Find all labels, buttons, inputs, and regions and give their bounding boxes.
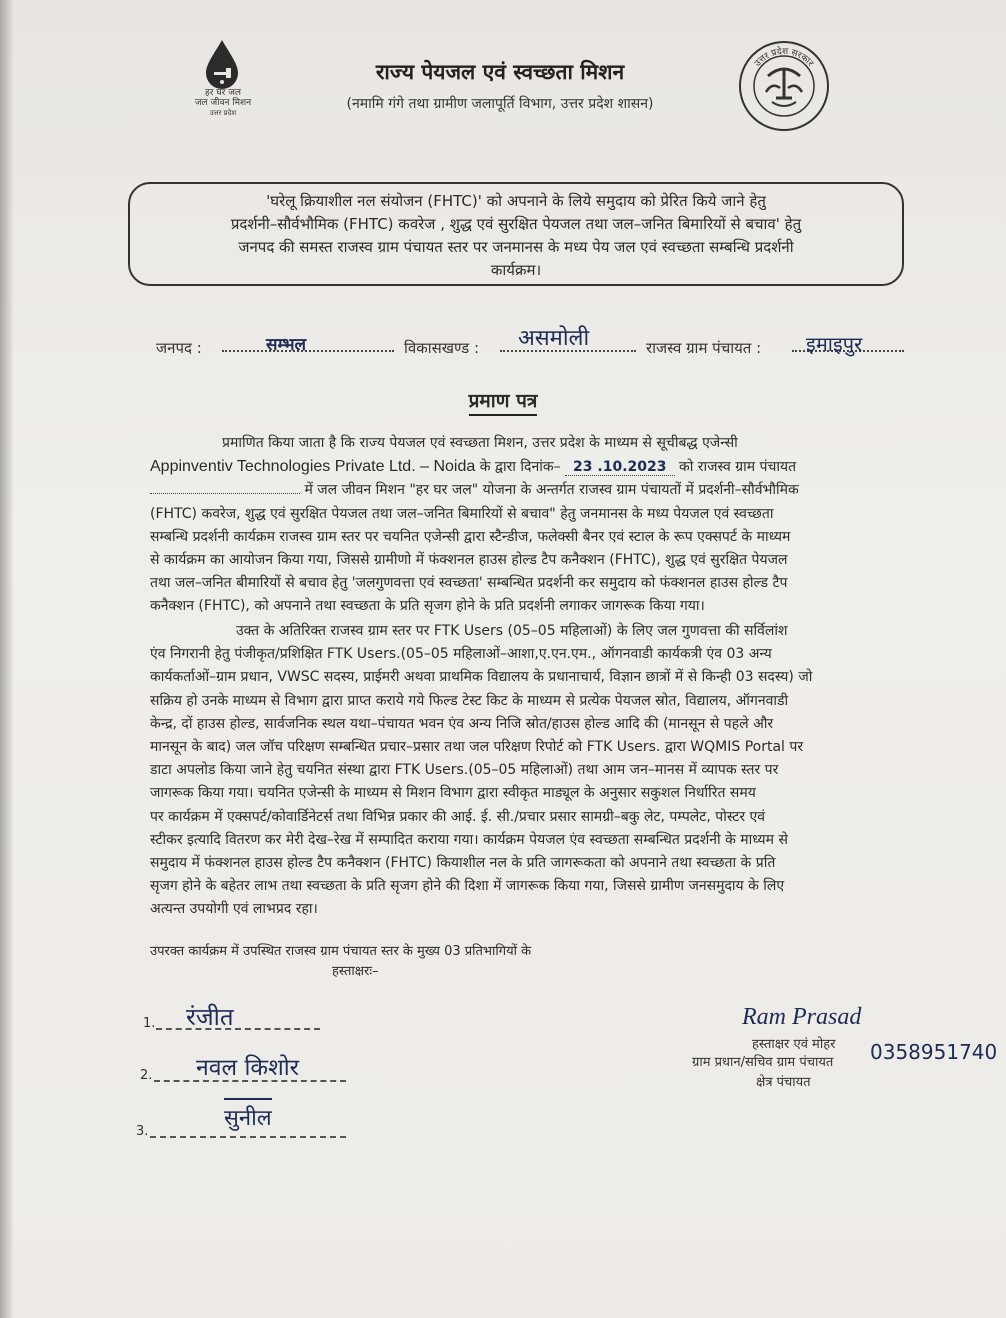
official-signature: Ram Prasad: [742, 1004, 862, 1030]
para2-line: केन्द्र, दों हाउस होल्ड, सार्वजनिक स्थल यथा–पंचायत भवन एंव अन्य निजि स्रोत/हाउस होल्ड आदि की (मानसून से पहले और: [150, 715, 774, 732]
logo-caption-line: हर घर जल: [205, 88, 241, 98]
up-government-emblem: [738, 40, 830, 132]
certificate-heading: [0, 387, 1006, 413]
block-value: असमोली: [518, 326, 590, 351]
date-prefix: के द्वारा दिनांक–: [479, 459, 561, 476]
panchayat-blank: [150, 483, 300, 494]
block-label: विकासखण्ड :: [404, 339, 480, 357]
signatures-intro-line: हस्ताक्षरः–: [332, 964, 379, 979]
para1-line: प्रमाणित किया जाता है कि राज्य पेयजल एवं स्वच्छता मिशन, उत्तर प्रदेश के माध्यम से सूचीबद्ध एजेन्सी: [222, 435, 738, 451]
subject-text: [148, 190, 884, 282]
para2-line: कार्यकर्ताओं–ग्राम प्रधान, VWSC सदस्य, प्राईमरी अथवा प्राथमिक विद्यालय के प्रधानाचार्य, विज्ञान छात्रों में से किन्ही 03 सदस्य) जो: [150, 669, 813, 686]
water-drop-icon: [202, 38, 242, 90]
para2-line: स्टीकर इत्यादि वितरण कर मेरी देख–रेख में सम्पादित कराया गया। कार्यक्रम पेयजल एंव स्वच्छता सम्बन्धित प्रदर्शनी के माध्यम से: [150, 831, 788, 848]
logo-caption-line: जल जीवन मिशन: [194, 98, 252, 108]
district-line: [222, 350, 394, 352]
para2-line: उक्त के अतिरिक्त राजस्व ग्राम स्तर पर FTK Users (05–05 महिलाओं) के लिए जल गुणवत्ता की सर्विलांश: [236, 623, 788, 639]
para1-line-2: [150, 455, 938, 479]
logo-caption: [188, 88, 258, 118]
event-date: 23 .10.2023: [565, 459, 674, 476]
para1-line: से कार्यक्रम का आयोजन किया गया, जिससे ग्रामीणो में फंक्शनल हाउस होल्ड टैप कनैक्शन (FHTC), शुद्ध एवं सुरक्षित पेयजल: [150, 552, 788, 569]
signatures-intro: [150, 942, 750, 982]
subject-line: जनपद की समस्त राजस्व ग्राम पंचायत स्तर पर जनमानस के मध्य पेय जल एवं स्वच्छता सम्बन्धि प्रदर्शनी: [238, 238, 794, 256]
para1-line: तथा जल–जनित बीमारियों से बचाव हेतु 'जलगुणवत्ता एवं स्वच्छता' सम्बन्धित प्रदर्शनी कर समुदाय को फंक्शनल हाउस होल्ड टैप: [150, 575, 788, 592]
subject-line: प्रदर्शनी–सौर्वभौमिक (FHTC) कवरेज , शुद्ध एवं सुरक्षित पेयजल तथा जल–जनित बिमारियों से बचाव' हेतु: [230, 215, 802, 233]
participant-signature: सुनील: [224, 1098, 272, 1132]
para2-line: डाटा अपलोड किया जाने हेतु चयनित संस्था द्वारा FTK Users.(05–05 महिलाओं) तथा आम जन–मानस में व्यापक स्तर पर: [150, 762, 779, 779]
para1-line-3-text: में जल जीवन मिशन "हर घर जल" योजना के अन्तर्गत राजस्व ग्राम पंचायतों में प्रदर्शनी–सौर्वभौमिक: [304, 482, 799, 499]
participant-number: 3.: [136, 1124, 149, 1139]
para2-line: सृजग होने के बहेतर लाभ तथा स्वच्छता के प्रति सृजग होने की दिशा में जागरूक किया गया, जिससे ग्रामीण जनसमुदाय के लिए: [150, 878, 785, 895]
participant-number: 2.: [140, 1068, 153, 1083]
para2-line: जागरूक किया गया। चयनित एजेन्सी के माध्यम से मिशन विभाग द्वारा स्वीकृत माड्यूल के अनुसार सकुशल निर्धारित समय: [150, 785, 756, 802]
panchayat-value: इमाइपुर: [806, 332, 863, 356]
organization-subtitle: (नमामि गंगे तथा ग्रामीण जलापूर्ति विभाग, उत्तर प्रदेश शासन): [346, 96, 654, 112]
certificate-heading-text: प्रमाण पत्र: [469, 390, 538, 416]
participant-signature: नवल किशोर: [196, 1055, 300, 1081]
agency-name: Appinventiv Technologies Private Ltd. – Noida: [150, 458, 476, 476]
signatures-intro-line: उपरक्त कार्यक्रम में उपस्थित राजस्व ग्राम पंचायत स्तर के मुख्य 03 प्रतिभागियों के: [150, 944, 532, 959]
subject-line: कार्यक्रम।: [490, 261, 542, 279]
sign-and-seal-label: हस्ताक्षर एवं मोहर: [752, 1037, 836, 1052]
logo-caption-line: उत्तर प्रदेश: [209, 109, 237, 117]
district-label: जनपद :: [156, 339, 202, 357]
para1-line: सम्बन्धि प्रदर्शनी कार्यक्रम राजस्व ग्राम स्तर पर चयनित एजेन्सी द्वारा स्टैन्डीज, फलेक्सी बैनर एवं स्टाल के रूप एक्सपर्ट के माध्यम: [150, 528, 791, 545]
page-edge-shadow: [0, 0, 14, 1318]
paragraph-2: [150, 620, 948, 922]
para2-line: एंव निगरानी हेतु पंजीकृत/प्रशिक्षित FTK Users.(05–05 महिलाओं–आशा,ए.एन.एम., ऑगनवाडी कार्यकत्री एंव 03 अन्य: [150, 646, 772, 663]
date-suffix: को राजस्व ग्राम पंचायत: [678, 459, 797, 476]
paragraph-1: [150, 432, 938, 619]
organization-title: राज्य पेयजल एवं स्वच्छता मिशन: [375, 60, 625, 84]
para1-line: कनैक्शन (FHTC), को अपनाने तथा स्वच्छता के प्रति सृजग होने के प्रति प्रदर्शनी लगाकर जागरूक किया गया।: [150, 598, 705, 615]
official-phone: 0358951740: [870, 1040, 998, 1064]
para1-line-3: [150, 479, 938, 502]
participant-signature: रंजीत: [186, 1003, 234, 1031]
participant-line: [150, 1136, 346, 1138]
official-area: क्षेत्र पंचायत: [756, 1075, 811, 1090]
district-value: सम्भल: [266, 335, 307, 355]
panchayat-label: राजस्व ग्राम पंचायत :: [646, 339, 762, 357]
official-designation: ग्राम प्रधान/सचिव ग्राम पंचायत: [692, 1055, 834, 1070]
para2-line: मानसून के बाद) जल जॉच परिक्षण सम्बन्धित प्रचार–प्रसार तथा जल परिक्षण रिपोर्ट को FTK Users. द्वारा WQMIS Portal पर: [150, 739, 804, 756]
emblem-text: उत्तर प्रदेश सरकार: [753, 46, 816, 69]
har-ghar-jal-logo: [188, 38, 258, 118]
para2-line: समुदाय में फंक्शनल हाउस होल्ड टैप कनैक्शन (FHTC) कियाशील नल के प्रति जागरूकता को अपनाने तथा स्वच्छता के प्रति: [150, 855, 776, 872]
para2-line: सक्रिय हो उनके माध्यम से विभाग द्वारा प्राप्त कराये गये फिल्ड टेस्ट किट के माध्यम से प्रत्येक पेयजल स्रोत, विद्यालय, ऑगनवाडी: [150, 692, 789, 709]
participant-line: [156, 1028, 320, 1030]
subject-line: 'घरेलू क्रियाशील नल संयोजन (FHTC)' को अपनाने के लिये समुदाय को प्रेरित किये जाने हेतु: [266, 192, 766, 210]
para2-line: पर कार्यक्रम में एक्सपर्ट/कोवार्डिनेटर्स तथा विभिन्न प्रकार की आई. ई. सी./प्रचार प्रसार सामग्री–बकु लेट, पम्पलेट, पोस्टर एवं: [150, 808, 766, 825]
para2-line: अत्यन्त उपयोगी एवं लाभप्रद रहा।: [150, 901, 318, 918]
para1-line: (FHTC) कवरेज, शुद्ध एवं सुरक्षित पेयजल तथा जल–जनित बिमारियों से बचाव" हेतु जनमानस के मध्य पेयजल एवं स्वच्छता: [150, 505, 774, 522]
participant-number: 1.: [143, 1016, 156, 1031]
